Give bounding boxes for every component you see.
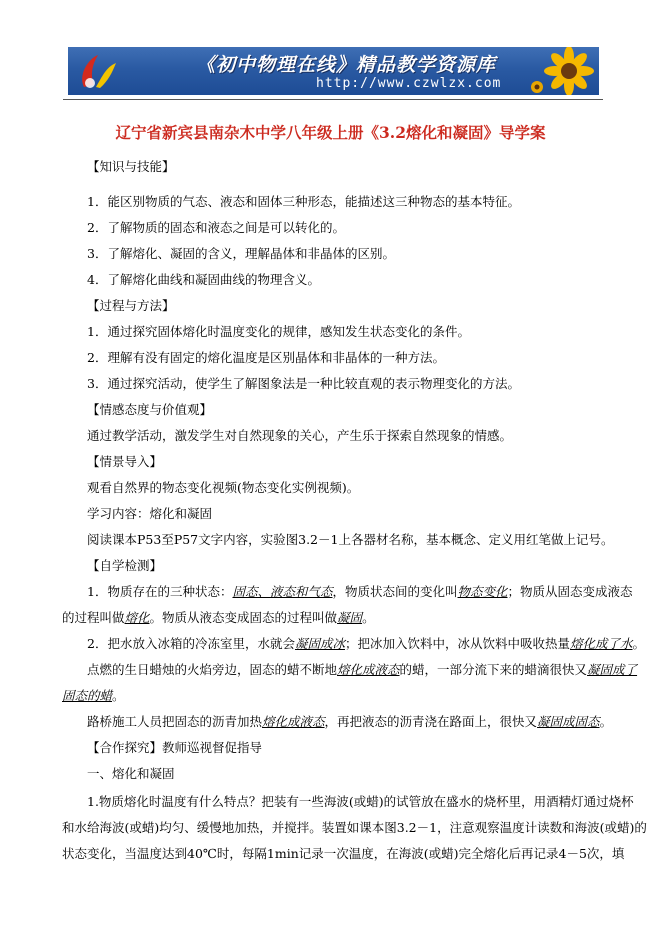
banner-url[interactable]: http://www.czwlzx.com [316, 76, 502, 91]
paragraph: 通过教学活动，激发学生对自然现象的关心，产生乐于探索自然现象的情感。 [87, 428, 513, 443]
section-heading-intro: 【情景导入】 [87, 454, 163, 469]
paragraph: 3．通过探究活动，使学生了解图象法是一种比较直观的表示物理变化的方法。 [87, 376, 520, 391]
subsection-heading: 一、熔化和凝固 [87, 766, 175, 781]
section-heading-cooperate: 【合作探究】教师巡视督促指导 [87, 740, 263, 755]
answer-blank: 凝固成固态 [537, 714, 600, 729]
paragraph: 1．能区别物质的气态、液态和固体三种形态，能描述这三种物态的基本特征。 [87, 194, 520, 209]
fill-in-paragraph: 点燃的生日蜡烛的火焰旁边，固态的蜡不断地熔化成液态的蜡，一部分流下来的蜡滴很快又凝固成了 [87, 662, 638, 677]
banner-title: 《初中物理在线》精品教学资源库 [196, 54, 497, 76]
fill-in-paragraph: 路桥施工人员把固态的沥青加热熔化成液态，再把液态的沥青浇在路面上，很快又凝固成固态。 [87, 714, 613, 729]
paragraph: 4．了解熔化曲线和凝固曲线的物理含义。 [87, 272, 320, 287]
header-divider [63, 99, 603, 100]
section-heading-process: 【过程与方法】 [87, 298, 175, 313]
paragraph: 2．理解有没有固定的熔化温度是区别晶体和非晶体的一种方法。 [87, 350, 445, 365]
answer-blank: 熔化成了水 [570, 636, 633, 651]
fill-in-paragraph: 1．物质存在的三种状态：固态、液态和气态，物质状态间的变化叫物态变化；物质从固态变成液态 [87, 584, 633, 599]
paragraph: 学习内容：熔化和凝固 [87, 506, 213, 521]
answer-blank: 熔化成液态 [337, 662, 400, 677]
paragraph: 3．了解熔化、凝固的含义，理解晶体和非晶体的区别。 [87, 246, 395, 261]
paragraph: 状态变化，当温度达到40℃时，每隔1min记录一次温度，在海波(或蜡)完全熔化后再记录4－5次，填 [62, 846, 625, 861]
answer-blank: 凝固 [337, 610, 363, 625]
section-heading-knowledge: 【知识与技能】 [87, 159, 175, 174]
fill-in-paragraph: 的过程叫做熔化。物质从液态变成固态的过程叫做凝固。 [62, 610, 375, 625]
paragraph: 2．了解物质的固态和液态之间是可以转化的。 [87, 220, 345, 235]
paragraph: 1．通过探究固体熔化时温度变化的规律，感知发生状态变化的条件。 [87, 324, 470, 339]
paragraph: 阅读课本P53至P57文字内容，实验图3.2－1上各器材名称，基本概念、定义用红笔做上记号。 [87, 532, 614, 547]
paragraph: 1.物质熔化时温度有什么特点？把装有一些海波(或蜡)的试管放在盛水的烧杯里，用酒精灯通过烧杯 [87, 794, 634, 809]
fill-in-paragraph: 固态的蜡。 [62, 688, 125, 703]
answer-blank: 熔化成液态 [262, 714, 325, 729]
site-logo-icon [76, 51, 120, 91]
answer-blank: 凝固成了 [587, 662, 638, 677]
answer-blank: 熔化 [124, 610, 150, 625]
header-banner [68, 47, 599, 95]
section-heading-attitude: 【情感态度与价值观】 [87, 402, 213, 417]
answer-blank: 物态变化 [457, 584, 508, 599]
section-heading-selfcheck: 【自学检测】 [87, 558, 163, 573]
fill-in-paragraph: 2．把水放入冰箱的冷冻室里，水就会凝固成冰；把冰加入饮料中，冰从饮料中吸收热量熔化成了水。 [87, 636, 646, 651]
answer-blank: 固态的蜡 [62, 688, 113, 703]
sunflower-icon [529, 47, 599, 95]
answer-blank: 固态、液态和气态 [232, 584, 333, 599]
answer-blank: 凝固成冰 [294, 636, 345, 651]
document-title: 辽宁省新宾县南杂木中学八年级上册《3.2熔化和凝固》导学案 [115, 123, 546, 142]
paragraph: 观看自然界的物态变化视频(物态变化实例视频)。 [87, 480, 360, 495]
paragraph: 和水给海波(或蜡)均匀、缓慢地加热，并搅拌。装置如课本图3.2－1，注意观察温度计读数和海波(或蜡)的 [62, 820, 647, 835]
